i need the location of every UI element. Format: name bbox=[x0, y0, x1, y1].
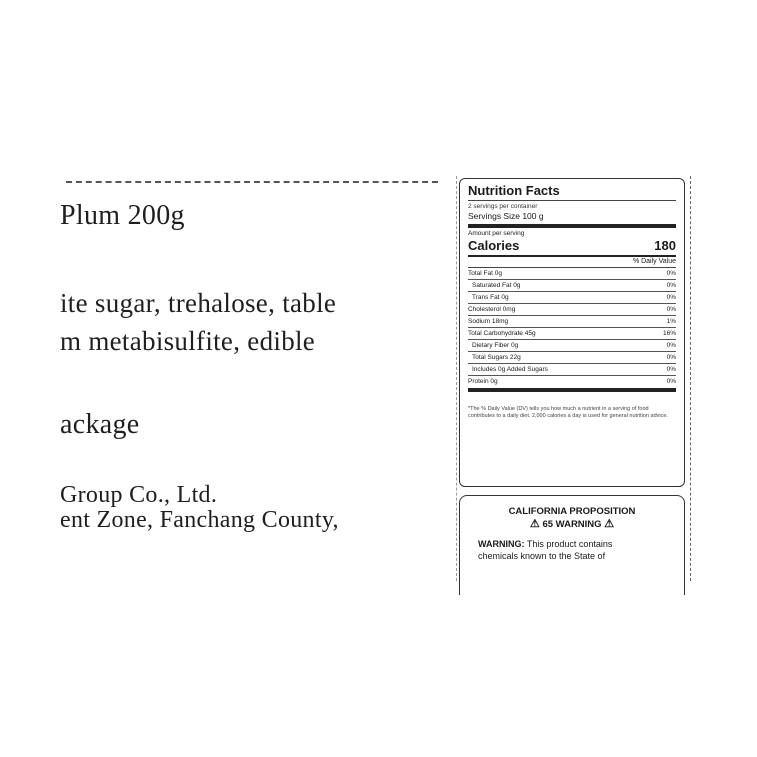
nutrient-name: Saturated Fat 0g bbox=[472, 282, 521, 289]
warning-subtitle: 65 WARNING bbox=[542, 519, 602, 530]
nutrient-row bbox=[468, 328, 676, 340]
nutrient-name: Trans Fat 0g bbox=[472, 294, 509, 301]
panel-right-dashed-edge bbox=[690, 176, 691, 581]
protein-dv: 0% bbox=[666, 378, 676, 385]
protein-row bbox=[468, 376, 676, 392]
ingredients-line-2: m metabisulfite, edible bbox=[60, 326, 316, 356]
panel-left-dashed-edge bbox=[456, 176, 457, 581]
amount-per-serving: Amount per serving bbox=[468, 230, 525, 237]
nutrient-row bbox=[468, 304, 676, 316]
nutrient-name: Includes 0g Added Sugars bbox=[472, 366, 548, 373]
manufacturer-line-2: ent Zone, Fanchang County, bbox=[60, 507, 339, 533]
nutrition-facts-title: Nutrition Facts bbox=[468, 183, 676, 201]
nutrient-row bbox=[468, 280, 676, 292]
nutrient-dv: 0% bbox=[666, 354, 676, 361]
nutrient-name: Total Fat 0g bbox=[468, 270, 502, 277]
warning-body-line-2: chemicals known to the State of bbox=[478, 551, 606, 561]
servings-per-container: 2 servings per container bbox=[468, 203, 538, 210]
manufacturer-line-1: Group Co., Ltd. bbox=[60, 482, 218, 508]
warning-title: CALIFORNIA PROPOSITION bbox=[508, 506, 636, 517]
nutrient-row bbox=[468, 268, 676, 280]
nutrient-dv: 0% bbox=[666, 306, 676, 313]
warning-triangle-icon: ⚠ bbox=[604, 518, 615, 530]
nutrient-name: Total Sugars 22g bbox=[472, 354, 521, 361]
warning-subtitle-row bbox=[468, 518, 676, 532]
nutrient-dv: 0% bbox=[666, 342, 676, 349]
nutrient-dv: 0% bbox=[666, 282, 676, 289]
warning-body-line-1: This product contains bbox=[526, 539, 613, 549]
nutrient-dv: 0% bbox=[666, 366, 676, 373]
nutrient-row bbox=[468, 352, 676, 364]
nutrient-row bbox=[468, 340, 676, 352]
nutrient-row bbox=[468, 364, 676, 376]
nutrient-name: Cholesterol 0mg bbox=[468, 306, 516, 313]
prop65-warning-panel bbox=[459, 495, 685, 595]
package-line: ackage bbox=[60, 409, 140, 440]
daily-value-footnote: *The % Daily Value (DV) tells you how much a nutrient in a serving of food contributes to a daily diet. 2,000 calories a day is used for general nutrition advice. bbox=[468, 406, 668, 419]
nutrient-row bbox=[468, 292, 676, 304]
nutrient-name: Total Carbohydrate 45g bbox=[468, 330, 536, 337]
top-dashed-rule bbox=[66, 181, 438, 183]
nutrient-row bbox=[468, 316, 676, 328]
warning-body-bold: WARNING: bbox=[478, 539, 525, 549]
warning-triangle-icon: ⚠ bbox=[529, 518, 540, 530]
ingredients-line-1: ite sugar, trehalose, table bbox=[60, 288, 337, 318]
nutrient-dv: 0% bbox=[666, 294, 676, 301]
daily-value-header: % Daily Value bbox=[468, 257, 676, 268]
calories-row bbox=[468, 238, 676, 257]
serving-size: Servings Size 100 g bbox=[468, 211, 676, 228]
nutrient-name: Dietary Fiber 0g bbox=[472, 342, 519, 349]
nutrient-dv: 0% bbox=[666, 270, 676, 277]
calories-label: Calories bbox=[468, 238, 520, 253]
warning-body bbox=[468, 538, 676, 562]
product-name-line: Plum 200g bbox=[60, 200, 185, 231]
protein-label: Protein 0g bbox=[468, 378, 498, 385]
calories-value: 180 bbox=[654, 238, 676, 253]
nutrition-facts-panel bbox=[459, 178, 685, 487]
nutrient-name: Sodium 18mg bbox=[468, 318, 509, 325]
nutrient-dv: 1% bbox=[666, 318, 676, 325]
nutrient-dv: 16% bbox=[662, 330, 676, 337]
